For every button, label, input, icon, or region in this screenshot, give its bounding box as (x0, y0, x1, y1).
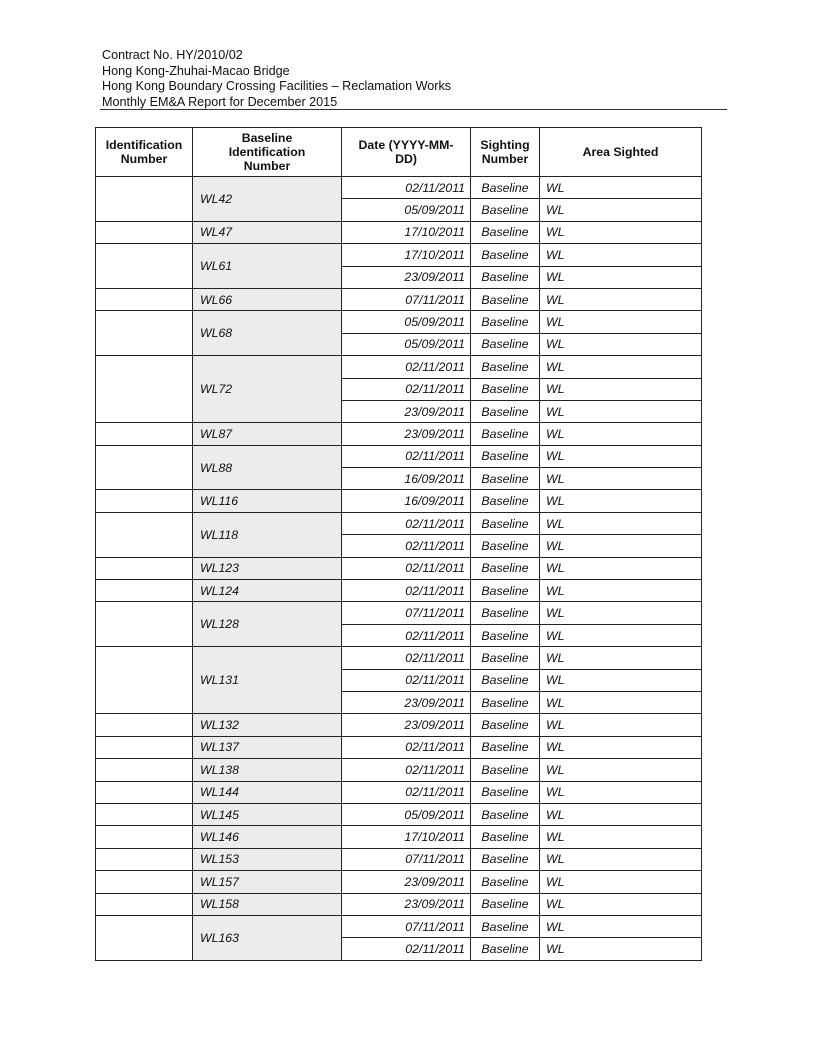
sighting-number-cell: Baseline (471, 647, 540, 669)
column-header-baseline-identification-number: Baseline Identification Number (193, 128, 342, 177)
sighting-number-cell: Baseline (471, 311, 540, 333)
baseline-id-cell: WL66 (193, 288, 342, 310)
area-sighted-cell: WL (540, 714, 702, 736)
contract-number: Contract No. HY/2010/02 (102, 48, 243, 62)
date-cell: 17/10/2011 (342, 826, 471, 848)
date-cell: 23/09/2011 (342, 266, 471, 288)
sighting-number-cell: Baseline (471, 759, 540, 781)
date-cell: 17/10/2011 (342, 244, 471, 266)
date-cell: 02/11/2011 (342, 736, 471, 758)
sighting-number-cell: Baseline (471, 893, 540, 915)
table-row (96, 557, 702, 579)
sighting-number-cell: Baseline (471, 445, 540, 467)
identification-number-cell (96, 759, 193, 781)
identification-number-cell (96, 490, 193, 512)
area-sighted-cell: WL (540, 557, 702, 579)
table-row (96, 311, 702, 333)
area-sighted-cell: WL (540, 647, 702, 669)
baseline-id-cell: WL42 (193, 177, 342, 222)
identification-number-cell (96, 244, 193, 289)
identification-number-cell (96, 512, 193, 557)
date-cell: 07/11/2011 (342, 848, 471, 870)
date-cell: 07/11/2011 (342, 288, 471, 310)
date-cell: 16/09/2011 (342, 490, 471, 512)
table-row (96, 781, 702, 803)
identification-number-cell (96, 803, 193, 825)
baseline-id-cell: WL128 (193, 602, 342, 647)
area-sighted-cell: WL (540, 691, 702, 713)
column-header-identification-number: Identification Number (96, 128, 193, 177)
area-sighted-cell: WL (540, 423, 702, 445)
sighting-number-cell: Baseline (471, 915, 540, 937)
table-row (96, 893, 702, 915)
baseline-id-cell: WL124 (193, 580, 342, 602)
date-cell: 02/11/2011 (342, 356, 471, 378)
area-sighted-cell: WL (540, 288, 702, 310)
area-sighted-cell: WL (540, 244, 702, 266)
table-row (96, 647, 702, 669)
date-cell: 17/10/2011 (342, 221, 471, 243)
table-row (96, 826, 702, 848)
area-sighted-cell: WL (540, 535, 702, 557)
baseline-id-cell: WL88 (193, 445, 342, 490)
sighting-number-cell: Baseline (471, 736, 540, 758)
date-cell: 02/11/2011 (342, 781, 471, 803)
baseline-id-cell: WL146 (193, 826, 342, 848)
sighting-number-cell: Baseline (471, 468, 540, 490)
sighting-number-cell: Baseline (471, 669, 540, 691)
area-sighted-cell: WL (540, 781, 702, 803)
header-divider (100, 109, 727, 110)
identification-number-cell (96, 311, 193, 356)
area-sighted-cell: WL (540, 490, 702, 512)
identification-number-cell (96, 580, 193, 602)
table-row (96, 848, 702, 870)
date-cell: 23/09/2011 (342, 871, 471, 893)
report-header (102, 48, 728, 110)
table-row (96, 244, 702, 266)
date-cell: 23/09/2011 (342, 893, 471, 915)
date-cell: 02/11/2011 (342, 512, 471, 534)
table-header-row (96, 128, 702, 177)
area-sighted-cell: WL (540, 400, 702, 422)
baseline-id-cell: WL47 (193, 221, 342, 243)
date-cell: 02/11/2011 (342, 445, 471, 467)
area-sighted-cell: WL (540, 468, 702, 490)
date-cell: 02/11/2011 (342, 624, 471, 646)
baseline-id-cell: WL132 (193, 714, 342, 736)
identification-number-cell (96, 848, 193, 870)
date-cell: 23/09/2011 (342, 400, 471, 422)
baseline-id-cell: WL144 (193, 781, 342, 803)
table-row (96, 490, 702, 512)
sighting-number-cell: Baseline (471, 490, 540, 512)
table-row (96, 871, 702, 893)
date-cell: 02/11/2011 (342, 647, 471, 669)
area-sighted-cell: WL (540, 848, 702, 870)
baseline-id-cell: WL87 (193, 423, 342, 445)
identification-number-cell (96, 423, 193, 445)
table-header (96, 128, 702, 177)
table-row (96, 759, 702, 781)
baseline-id-cell: WL153 (193, 848, 342, 870)
sighting-number-cell: Baseline (471, 691, 540, 713)
table-row (96, 445, 702, 467)
area-sighted-cell: WL (540, 759, 702, 781)
baseline-id-cell: WL138 (193, 759, 342, 781)
area-sighted-cell: WL (540, 669, 702, 691)
table-row (96, 177, 702, 199)
sighting-number-cell: Baseline (471, 848, 540, 870)
area-sighted-cell: WL (540, 199, 702, 221)
table-row (96, 512, 702, 534)
area-sighted-cell: WL (540, 602, 702, 624)
sighting-number-cell: Baseline (471, 288, 540, 310)
identification-number-cell (96, 714, 193, 736)
area-sighted-cell: WL (540, 512, 702, 534)
date-cell: 02/11/2011 (342, 580, 471, 602)
sighting-number-cell: Baseline (471, 378, 540, 400)
identification-number-cell (96, 647, 193, 714)
identification-number-cell (96, 356, 193, 423)
sighting-number-cell: Baseline (471, 714, 540, 736)
area-sighted-cell: WL (540, 266, 702, 288)
sighting-number-cell: Baseline (471, 557, 540, 579)
identification-number-cell (96, 445, 193, 490)
area-sighted-cell: WL (540, 580, 702, 602)
date-cell: 02/11/2011 (342, 669, 471, 691)
identification-number-cell (96, 288, 193, 310)
identification-number-cell (96, 221, 193, 243)
area-sighted-cell: WL (540, 221, 702, 243)
project-name: Hong Kong-Zhuhai-Macao Bridge (102, 63, 290, 78)
date-cell: 02/11/2011 (342, 557, 471, 579)
date-cell: 23/09/2011 (342, 714, 471, 736)
area-sighted-cell: WL (540, 736, 702, 758)
baseline-id-cell: WL61 (193, 244, 342, 289)
date-cell: 02/11/2011 (342, 535, 471, 557)
identification-number-cell (96, 177, 193, 222)
column-header-sighting-number: Sighting Number (471, 128, 540, 177)
date-cell: 07/11/2011 (342, 915, 471, 937)
identification-number-cell (96, 871, 193, 893)
area-sighted-cell: WL (540, 803, 702, 825)
table-row (96, 714, 702, 736)
sighting-number-cell: Baseline (471, 602, 540, 624)
area-sighted-cell: WL (540, 311, 702, 333)
sighting-number-cell: Baseline (471, 221, 540, 243)
date-cell: 02/11/2011 (342, 378, 471, 400)
sighting-number-cell: Baseline (471, 938, 540, 960)
table-body (96, 177, 702, 961)
date-cell: 16/09/2011 (342, 468, 471, 490)
area-sighted-cell: WL (540, 871, 702, 893)
area-sighted-cell: WL (540, 624, 702, 646)
table-row (96, 356, 702, 378)
sighting-number-cell: Baseline (471, 356, 540, 378)
sighting-number-cell: Baseline (471, 266, 540, 288)
baseline-id-cell: WL157 (193, 871, 342, 893)
table-row (96, 803, 702, 825)
baseline-id-cell: WL118 (193, 512, 342, 557)
sighting-table (95, 127, 702, 961)
baseline-id-cell: WL158 (193, 893, 342, 915)
date-cell: 05/09/2011 (342, 199, 471, 221)
table-row (96, 580, 702, 602)
table-row (96, 423, 702, 445)
table-row (96, 288, 702, 310)
identification-number-cell (96, 602, 193, 647)
baseline-id-cell: WL123 (193, 557, 342, 579)
column-header-area-sighted: Area Sighted (540, 128, 702, 177)
date-cell: 07/11/2011 (342, 602, 471, 624)
identification-number-cell (96, 893, 193, 915)
date-cell: 02/11/2011 (342, 759, 471, 781)
table-row (96, 221, 702, 243)
table-row (96, 736, 702, 758)
area-sighted-cell: WL (540, 177, 702, 199)
project-subtitle: Hong Kong Boundary Crossing Facilities – Reclamation Works (102, 79, 452, 93)
identification-number-cell (96, 736, 193, 758)
sighting-number-cell: Baseline (471, 624, 540, 646)
area-sighted-cell: WL (540, 378, 702, 400)
baseline-id-cell: WL116 (193, 490, 342, 512)
sighting-number-cell: Baseline (471, 423, 540, 445)
area-sighted-cell: WL (540, 938, 702, 960)
date-cell: 05/09/2011 (342, 333, 471, 355)
sighting-number-cell: Baseline (471, 535, 540, 557)
sighting-number-cell: Baseline (471, 400, 540, 422)
area-sighted-cell: WL (540, 893, 702, 915)
baseline-id-cell: WL163 (193, 915, 342, 960)
date-cell: 23/09/2011 (342, 423, 471, 445)
table-row (96, 602, 702, 624)
baseline-id-cell: WL131 (193, 647, 342, 714)
identification-number-cell (96, 826, 193, 848)
sighting-number-cell: Baseline (471, 244, 540, 266)
baseline-id-cell: WL68 (193, 311, 342, 356)
area-sighted-cell: WL (540, 915, 702, 937)
area-sighted-cell: WL (540, 445, 702, 467)
table-row (96, 915, 702, 937)
area-sighted-cell: WL (540, 356, 702, 378)
sighting-number-cell: Baseline (471, 199, 540, 221)
date-cell: 23/09/2011 (342, 691, 471, 713)
sighting-number-cell: Baseline (471, 871, 540, 893)
baseline-id-cell: WL137 (193, 736, 342, 758)
sighting-number-cell: Baseline (471, 512, 540, 534)
sighting-number-cell: Baseline (471, 333, 540, 355)
area-sighted-cell: WL (540, 826, 702, 848)
baseline-id-cell: WL72 (193, 356, 342, 423)
sighting-number-cell: Baseline (471, 580, 540, 602)
identification-number-cell (96, 557, 193, 579)
column-header-date: Date (YYYY-MM-DD) (342, 128, 471, 177)
area-sighted-cell: WL (540, 333, 702, 355)
baseline-id-cell: WL145 (193, 803, 342, 825)
report-title: Monthly EM&A Report for December 2015 (102, 94, 338, 109)
identification-number-cell (96, 915, 193, 960)
identification-number-cell (96, 781, 193, 803)
date-cell: 05/09/2011 (342, 803, 471, 825)
sighting-number-cell: Baseline (471, 177, 540, 199)
sighting-number-cell: Baseline (471, 803, 540, 825)
date-cell: 05/09/2011 (342, 311, 471, 333)
sighting-number-cell: Baseline (471, 781, 540, 803)
sighting-number-cell: Baseline (471, 826, 540, 848)
date-cell: 02/11/2011 (342, 938, 471, 960)
date-cell: 02/11/2011 (342, 177, 471, 199)
